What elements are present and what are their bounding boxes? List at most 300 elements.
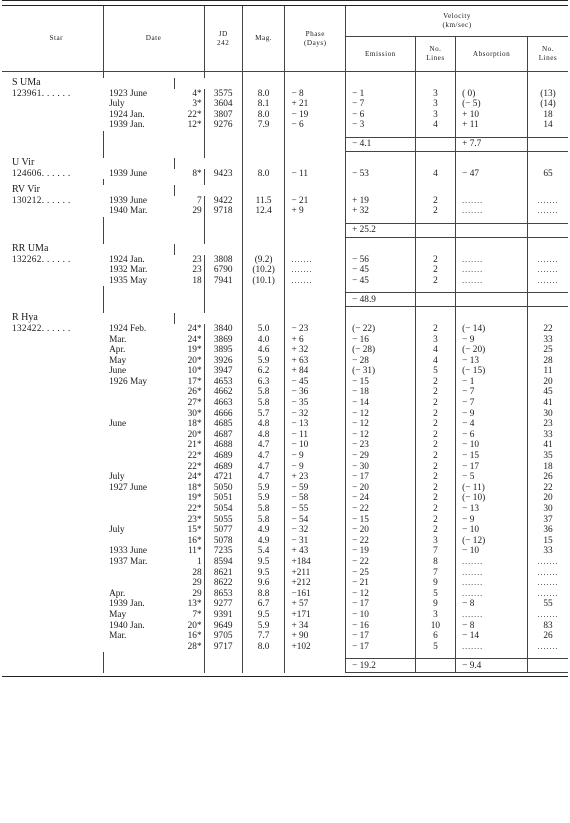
star-name: R Hya (12, 313, 38, 324)
date-cell: 1932 Mar. (109, 265, 148, 276)
emission-cell: − 12 (346, 419, 416, 430)
empty-cell (2, 451, 103, 462)
empty-cell (2, 110, 103, 121)
day-cell: 12* (187, 120, 202, 131)
phase-cell: − 11 (285, 169, 346, 180)
day-cell: 19* (187, 345, 202, 356)
phase-cell: − 31 (285, 536, 346, 547)
absorption-cell: − 13 (456, 504, 528, 515)
emission-lines-cell: 4 (415, 120, 455, 131)
table-row (2, 440, 568, 451)
date-cell: July (109, 99, 125, 110)
empty-cell (204, 185, 242, 196)
phase-cell: + 23 (285, 472, 346, 483)
empty-cell (2, 335, 103, 346)
absorption-cell: − 8 (456, 599, 528, 610)
day-cell: 13* (187, 599, 202, 610)
absorption-cell: ....... (456, 265, 528, 276)
jd-cell: 8594 (204, 557, 242, 568)
date-cell: Apr. (109, 345, 126, 356)
header-velocity-label: Velocity (443, 12, 472, 20)
empty-cell (415, 293, 455, 307)
phase-cell: + 21 (285, 99, 346, 110)
mag-cell: 8.1 (242, 99, 285, 110)
date-cell (103, 409, 175, 420)
absorption-lines-cell: 55 (528, 599, 569, 610)
table-row (2, 99, 568, 110)
mag-cell: 4.7 (242, 462, 285, 473)
star-name-row (2, 185, 568, 196)
emission-lines-cell: 2 (415, 440, 455, 451)
mag-cell: 9.5 (242, 610, 285, 621)
jd-cell: 9717 (204, 642, 242, 653)
empty-cell (204, 313, 242, 324)
table-row (2, 345, 568, 356)
jd-cell: 4721 (204, 472, 242, 483)
day-cell: 22* (187, 461, 202, 472)
emission-cell: − 17 (346, 472, 416, 483)
mag-cell: 11.5 (242, 196, 285, 207)
empty-cell (2, 398, 103, 409)
empty-cell (2, 206, 103, 217)
emission-lines-cell: 2 (415, 430, 455, 441)
header-phase-unit: (Days) (303, 38, 327, 47)
day-cell: 20* (187, 620, 202, 631)
empty-cell (415, 244, 455, 255)
table-row (2, 631, 568, 642)
emission-lines-cell: 2 (415, 515, 455, 526)
phase-cell: ....... (285, 255, 346, 266)
day-cell: 30* (187, 408, 202, 419)
absorption-lines-cell: 30 (528, 504, 569, 515)
emission-cell: − 7 (346, 99, 416, 110)
phase-cell: − 32 (285, 525, 346, 536)
date-cell (103, 451, 175, 462)
date-cell: June (109, 419, 127, 430)
absorption-cell: − 9 (456, 515, 528, 526)
absorption-lines-cell: 18 (528, 462, 569, 473)
emission-cell: − 45 (346, 276, 416, 287)
day-cell: 11* (188, 546, 202, 557)
mag-cell: 8.8 (242, 589, 285, 600)
absorption-cell: ....... (456, 578, 528, 589)
table-row (2, 621, 568, 632)
table-row (2, 599, 568, 610)
emission-cell: + 32 (346, 206, 416, 217)
jd-cell: 4689 (204, 462, 242, 473)
date-cell: 1924 Feb. (109, 323, 147, 334)
mag-cell: 5.9 (242, 356, 285, 367)
emission-lines-cell: 9 (415, 578, 455, 589)
day-cell: 10* (187, 366, 202, 377)
star-name-row (2, 244, 568, 255)
empty-cell (242, 223, 285, 237)
empty-cell (456, 244, 528, 255)
date-cell (103, 642, 175, 653)
date-cell: 1940 Jan. (109, 620, 145, 631)
header-absorption-lines: No. Lines (528, 37, 569, 72)
jd-cell: 4666 (204, 409, 242, 420)
date-cell (103, 462, 175, 473)
date-cell: 1926 May (109, 376, 148, 387)
absorption-lines-cell: 23 (528, 419, 569, 430)
emission-cell: − 21 (346, 578, 416, 589)
empty-cell (204, 659, 242, 673)
empty-cell (242, 185, 285, 196)
day-cell: 26* (187, 387, 202, 398)
star-number: 123961. . . . . . (12, 88, 71, 99)
empty-cell (2, 504, 103, 515)
empty-cell (2, 276, 103, 287)
phase-cell: − 55 (285, 504, 346, 515)
star-name: S UMa (12, 78, 41, 88)
day-cell: 29 (192, 588, 202, 599)
empty-cell (415, 78, 455, 89)
absorption-lines-cell: 41 (528, 440, 569, 451)
absorption-lines-cell: 14 (528, 120, 569, 131)
emission-cell: − 23 (346, 440, 416, 451)
phase-cell: − 13 (285, 419, 346, 430)
empty-cell (103, 185, 175, 196)
empty-cell (2, 515, 103, 526)
phase-cell: + 90 (285, 631, 346, 642)
day-cell: 15* (187, 525, 202, 536)
absorption-lines-cell: 41 (528, 398, 569, 409)
jd-cell: 3947 (204, 366, 242, 377)
table-body (2, 72, 568, 677)
phase-cell: +212 (285, 578, 346, 589)
empty-cell (242, 659, 285, 673)
table-row (2, 356, 568, 367)
emission-cell: − 3 (346, 120, 416, 131)
date-cell: May (109, 609, 127, 620)
bottom-rule-cell (2, 673, 568, 677)
empty-cell (2, 642, 103, 653)
absorption-cell: (− 11) (456, 483, 528, 494)
jd-cell: 7235 (204, 546, 242, 557)
jd-cell: 3604 (204, 99, 242, 110)
date-cell: 1937 Mar. (109, 556, 148, 567)
absorption-cell: + 11 (456, 120, 528, 131)
mag-cell: 4.0 (242, 335, 285, 346)
absorption-lines-cell: (13) (528, 89, 569, 100)
emission-lines-cell: 3 (415, 110, 455, 121)
absorption-cell: (− 14) (456, 324, 528, 335)
emission-lines-cell: 3 (415, 335, 455, 346)
empty-cell (2, 610, 103, 621)
empty-cell (204, 223, 242, 237)
header-jd-label: JD (218, 29, 228, 38)
empty-cell (528, 223, 569, 237)
header-date: Date (103, 6, 204, 72)
emission-lines-cell: 9 (415, 599, 455, 610)
table-row (2, 265, 568, 276)
table-row (2, 578, 568, 589)
empty-cell (103, 158, 175, 169)
absorption-cell: − 8 (456, 621, 528, 632)
day-cell: 18* (187, 482, 202, 493)
emission-lines-cell: 2 (415, 206, 455, 217)
empty-cell (204, 137, 242, 151)
emission-cell: (− 28) (346, 345, 416, 356)
empty-cell (456, 313, 528, 324)
empty-cell (204, 78, 242, 89)
table-row (2, 398, 568, 409)
phase-cell: − 19 (285, 110, 346, 121)
mag-cell: 4.6 (242, 345, 285, 356)
date-cell (103, 578, 175, 589)
star-name-row (2, 313, 568, 324)
absorption-lines-cell: 36 (528, 525, 569, 536)
star-name: RV Vir (12, 185, 40, 196)
empty-cell (528, 659, 569, 673)
empty-cell (242, 293, 285, 307)
absorption-cell: − 10 (456, 440, 528, 451)
empty-cell (2, 536, 103, 547)
emission-lines-cell: 3 (415, 99, 455, 110)
empty-cell (285, 137, 346, 151)
empty-cell (2, 599, 103, 610)
emission-cell: − 12 (346, 430, 416, 441)
absorption-cell: ....... (456, 255, 528, 266)
absorption-cell: (− 10) (456, 493, 528, 504)
day-cell: 28 (192, 567, 202, 578)
emission-cell: − 22 (346, 504, 416, 515)
date-cell (103, 515, 175, 526)
emission-lines-cell: 2 (415, 324, 455, 335)
empty-cell (242, 244, 285, 255)
empty-cell (103, 313, 175, 324)
emission-cell: − 24 (346, 493, 416, 504)
phase-cell: − 58 (285, 493, 346, 504)
date-cell: July (109, 472, 125, 483)
empty-cell (2, 631, 103, 642)
phase-cell: − 9 (285, 462, 346, 473)
date-cell: 1935 May (109, 275, 148, 286)
emission-lines-cell: 6 (415, 631, 455, 642)
day-cell: 23 (192, 254, 202, 265)
absorption-cell: − 5 (456, 472, 528, 483)
day-cell: 7 (196, 195, 202, 206)
empty-cell (2, 525, 103, 536)
emission-lines-cell: 7 (415, 546, 455, 557)
empty-cell (2, 409, 103, 420)
empty-cell (2, 345, 103, 356)
empty-cell (2, 557, 103, 568)
emission-lines-cell: 2 (415, 504, 455, 515)
absorption-lines-cell: ....... (528, 255, 569, 266)
emission-lines-cell: 2 (415, 377, 455, 388)
absorption-lines-cell: 33 (528, 546, 569, 557)
table-row (2, 504, 568, 515)
absorption-lines-cell: 26 (528, 631, 569, 642)
emission-lines-cell: 10 (415, 621, 455, 632)
empty-cell (2, 366, 103, 377)
jd-cell: 9705 (204, 631, 242, 642)
day-cell: 23* (187, 514, 202, 525)
empty-cell (2, 293, 103, 307)
phase-cell: +171 (285, 610, 346, 621)
table-row (2, 89, 568, 100)
table-row (2, 546, 568, 557)
day-cell: 20* (187, 355, 202, 366)
emission-lines-cell: 4 (415, 345, 455, 356)
table-row (2, 206, 568, 217)
day-cell: 18* (187, 419, 202, 430)
header-jd-sub: 242 (217, 38, 230, 47)
emission-cell: − 10 (346, 610, 416, 621)
emission-cell: − 16 (346, 335, 416, 346)
day-cell: 20* (187, 429, 202, 440)
emission-cell: − 20 (346, 525, 416, 536)
absorption-lines-cell: 25 (528, 345, 569, 356)
emission-lines-cell: 5 (415, 366, 455, 377)
empty-cell (285, 293, 346, 307)
day-cell: 4* (192, 88, 202, 99)
absorption-lines-cell: ....... (528, 206, 569, 217)
empty-cell (528, 185, 569, 196)
table-row (2, 462, 568, 473)
absorption-cell: − 9 (456, 409, 528, 420)
jd-cell: 3807 (204, 110, 242, 121)
emission-lines-cell: 2 (415, 525, 455, 536)
emission-cell: − 19 (346, 546, 416, 557)
emission-lines-cell: 7 (415, 568, 455, 579)
absorption-lines-cell: 20 (528, 493, 569, 504)
mag-cell: 6.2 (242, 366, 285, 377)
absorption-lines-cell: 83 (528, 621, 569, 632)
absorption-cell: − 9 (456, 335, 528, 346)
absorption-lines-cell: 11 (528, 366, 569, 377)
empty-cell (285, 223, 346, 237)
date-cell (103, 504, 175, 515)
mag-cell: 12.4 (242, 206, 285, 217)
absorption-lines-cell: 45 (528, 387, 569, 398)
emission-cell: − 22 (346, 557, 416, 568)
table-row (2, 120, 568, 131)
phase-cell: + 43 (285, 546, 346, 557)
empty-cell (285, 78, 346, 89)
emission-cell: − 16 (346, 621, 416, 632)
jd-cell: 4653 (204, 377, 242, 388)
day-cell: 3* (192, 99, 202, 110)
mag-cell: 5.8 (242, 515, 285, 526)
star-number: 124606. . . . . . (12, 168, 71, 179)
emission-cell: − 12 (346, 409, 416, 420)
absorption-cell: ....... (456, 557, 528, 568)
day-cell: 22* (187, 109, 202, 120)
jd-cell: 5077 (204, 525, 242, 536)
emission-cell: (− 22) (346, 324, 416, 335)
empty-cell (103, 293, 175, 307)
empty-cell (346, 78, 416, 89)
empty-cell (285, 313, 346, 324)
table-row (2, 335, 568, 346)
table-row (2, 589, 568, 600)
absorption-cell: (− 5) (456, 99, 528, 110)
empty-cell (175, 223, 204, 237)
phase-cell: +102 (285, 642, 346, 653)
absorption-lines-cell: ....... (528, 265, 569, 276)
day-cell: 1 (196, 556, 202, 567)
phase-cell: + 34 (285, 621, 346, 632)
mag-cell: 5.8 (242, 387, 285, 398)
absorption-cell: + 10 (456, 110, 528, 121)
absorption-cell: (− 20) (456, 345, 528, 356)
absorption-cell: − 7 (456, 398, 528, 409)
emission-lines-cell: 2 (415, 472, 455, 483)
empty-cell (2, 137, 103, 151)
empty-cell (456, 78, 528, 89)
empty-cell (2, 430, 103, 441)
date-cell: May (109, 355, 127, 366)
mag-cell: 6.7 (242, 599, 285, 610)
empty-cell (415, 313, 455, 324)
absorption-cell: ( 0) (456, 89, 528, 100)
star-name-row (2, 78, 568, 89)
jd-cell: 9718 (204, 206, 242, 217)
emission-lines-cell: 2 (415, 451, 455, 462)
emission-lines-cell: 3 (415, 610, 455, 621)
date-cell: 1924 Jan. (109, 109, 145, 120)
jd-cell: 5055 (204, 515, 242, 526)
emission-cell: (− 31) (346, 366, 416, 377)
day-cell: 8* (192, 168, 202, 179)
phase-cell: − 11 (285, 430, 346, 441)
empty-cell (2, 223, 103, 237)
phase-cell: − 35 (285, 398, 346, 409)
absorption-cell: − 14 (456, 631, 528, 642)
phase-cell: +211 (285, 568, 346, 579)
date-cell: 1940 Mar. (109, 206, 148, 217)
header-absorption: Absorption (456, 37, 528, 72)
absorption-lines-cell: 33 (528, 335, 569, 346)
jd-cell: 4689 (204, 451, 242, 462)
day-cell: 28* (187, 641, 202, 652)
mag-cell: 4.8 (242, 430, 285, 441)
emission-lines-cell: 2 (415, 483, 455, 494)
day-cell: 24* (187, 323, 202, 334)
empty-cell (2, 621, 103, 632)
absorption-cell: ....... (456, 568, 528, 579)
jd-cell: 9277 (204, 599, 242, 610)
mag-cell: 8.0 (242, 89, 285, 100)
header-emission-lines: No. Lines (415, 37, 455, 72)
absorption-cell: − 10 (456, 546, 528, 557)
jd-cell: 7941 (204, 276, 242, 287)
empty-cell (415, 185, 455, 196)
mean-row (2, 223, 568, 237)
absorption-cell: − 13 (456, 356, 528, 367)
emission-cell: − 45 (346, 265, 416, 276)
table-row (2, 515, 568, 526)
star-name: RR UMa (12, 243, 49, 254)
jd-cell: 3869 (204, 335, 242, 346)
absorption-cell: − 7 (456, 387, 528, 398)
mag-cell: (9.2) (242, 255, 285, 266)
header-jd (204, 6, 242, 72)
empty-cell (2, 472, 103, 483)
header-emission: Emission (346, 37, 416, 72)
emission-lines-cell: 2 (415, 462, 455, 473)
absorption-cell: − 4 (456, 419, 528, 430)
emission-lines-cell: 2 (415, 387, 455, 398)
mag-cell: 5.8 (242, 504, 285, 515)
mean-absorption: − 9.4 (456, 659, 528, 673)
absorption-lines-cell: 15 (528, 536, 569, 547)
phase-cell: − 45 (285, 377, 346, 388)
emission-cell: − 22 (346, 536, 416, 547)
